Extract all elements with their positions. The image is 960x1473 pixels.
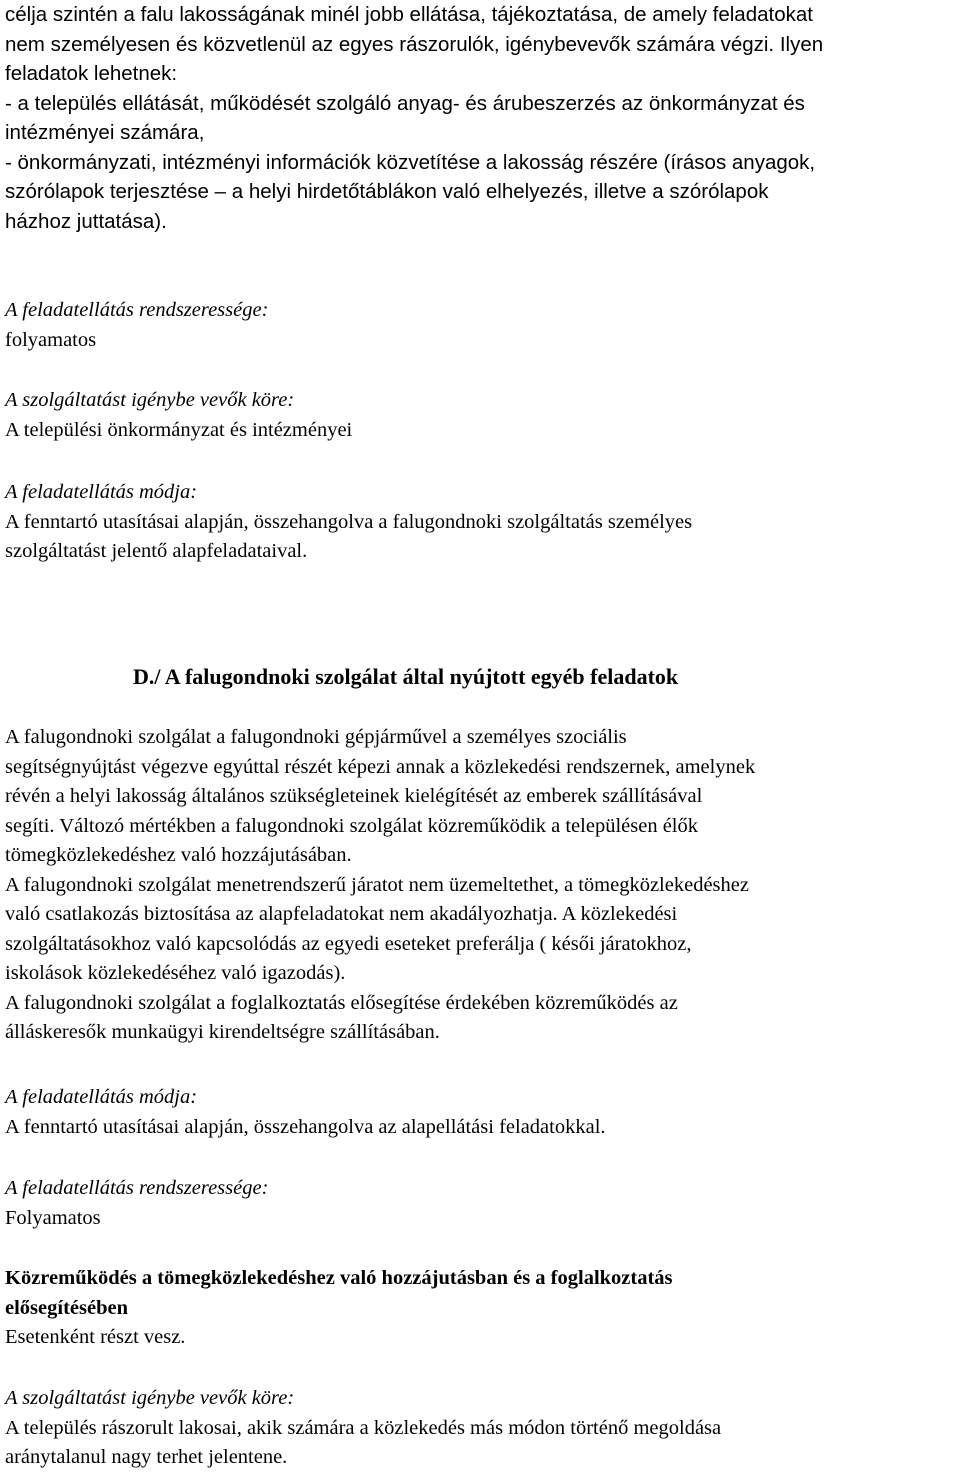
kozremukodes-section (5, 1264, 960, 1353)
d-modja-label: A feladatellátás módja: (5, 1086, 198, 1108)
d-rendszeresseg-label: A feladatellátás rendszeressége: (5, 1177, 269, 1199)
body-line: álláskeresők munkaügyi kirendeltségre szállításában. (5, 1021, 440, 1043)
d-modja-value: A fenntartó utasításai alapján, összehangolva az alapellátási feladatokkal. (5, 1115, 606, 1138)
intro-line: nem személyesen és közvetlenül az egyes rászorulók, igénybevevők számára végzi. Ilyen (5, 32, 824, 56)
modja-value: szolgáltatást jelentő alapfeladataival. (5, 540, 308, 562)
intro-line: szórólapok terjesztése – a helyi hirdetőtáblákon való elhelyezés, illetve a szórólapok (5, 180, 769, 203)
body-line: A falugondnoki szolgálat menetrendszerű járatot nem üzemeltethet, a tömegközlekedéshez (5, 873, 749, 896)
body-line: iskolások közlekedéséhez való igazodás). (5, 962, 346, 984)
d-rendszeresseg-section (5, 1174, 960, 1233)
section-d-heading-wrap (133, 662, 953, 692)
intro-line: házhoz juttatása). (5, 209, 167, 233)
intro-line: feladatok lehetnek: (5, 62, 178, 85)
body-line: segítségnyújtást végezve egyúttal részét képezi annak a közlekedési rendszernek, amelynek (5, 755, 756, 778)
igenybevevok-section (5, 386, 960, 445)
d-igenybevevok-value: aránytalanul nagy terhet jelentene. (5, 1446, 288, 1468)
igenybevevok-label: A szolgáltatást igénybe vevők köre: (5, 389, 295, 411)
kozremukodes-heading: Közreműködés a tömegközlekedéshez való hozzájutásban és a foglalkoztatás (5, 1267, 673, 1289)
body-line: szolgáltatásokhoz való kapcsolódás az egyedi eseteket preferálja ( késői járatokhoz, (5, 932, 692, 955)
d-igenybevevok-value: A település rászorult lakosai, akik számára a közlekedés más módon történő megoldása (5, 1416, 722, 1439)
intro-line: célja szintén a falu lakosságának minél jobb ellátása, tájékoztatása, de amely feladatokat (5, 3, 813, 26)
intro-paragraph (5, 0, 960, 236)
body-line: révén a helyi lakosság általános szükségleteinek kielégítését az emberek szállításával (5, 785, 703, 807)
intro-line: - a település ellátását, működését szolgáló anyag- és árubeszerzés az önkormányzat és (5, 91, 805, 115)
d-igenybevevok-section (5, 1384, 960, 1473)
kozremukodes-value: Esetenként részt vesz. (5, 1326, 186, 1348)
modja-label: A feladatellátás módja: (5, 481, 198, 503)
body-line: tömegközlekedéshez való hozzájutásában. (5, 844, 352, 866)
section-d-heading: D./ A falugondnoki szolgálat által nyújtott egyéb feladatok (133, 664, 679, 689)
body-line: való csatlakozás biztosítása az alapfeladatokat nem akadályozhatja. A közlekedési (5, 903, 678, 925)
d-modja-section (5, 1083, 960, 1142)
igenybevevok-value: A települési önkormányzat és intézményei (5, 418, 353, 441)
intro-line: - önkormányzati, intézményi információk közvetítése a lakosság részére (írásos anyagok, (5, 150, 816, 174)
modja-section (5, 478, 960, 567)
rendszeresseg-section (5, 296, 960, 355)
rendszeresseg-label: A feladatellátás rendszeressége: (5, 299, 269, 321)
rendszeresseg-value: folyamatos (5, 328, 97, 351)
body-line: segíti. Változó mértékben a falugondnoki szolgálat közreműködik a településen élők (5, 814, 698, 837)
modja-value: A fenntartó utasításai alapján, összehangolva a falugondnoki szolgáltatás személyes (5, 510, 693, 533)
d-igenybevevok-label: A szolgáltatást igénybe vevők köre: (5, 1387, 295, 1409)
section-d-body (5, 723, 960, 1048)
intro-line: intézményei számára, (5, 121, 205, 144)
body-line: A falugondnoki szolgálat a foglalkoztatás elősegítése érdekében közreműködés az (5, 991, 678, 1014)
kozremukodes-heading: elősegítésében (5, 1296, 128, 1319)
body-line: A falugondnoki szolgálat a falugondnoki gépjárművel a személyes szociális (5, 726, 627, 748)
d-rendszeresseg-value: Folyamatos (5, 1206, 101, 1229)
